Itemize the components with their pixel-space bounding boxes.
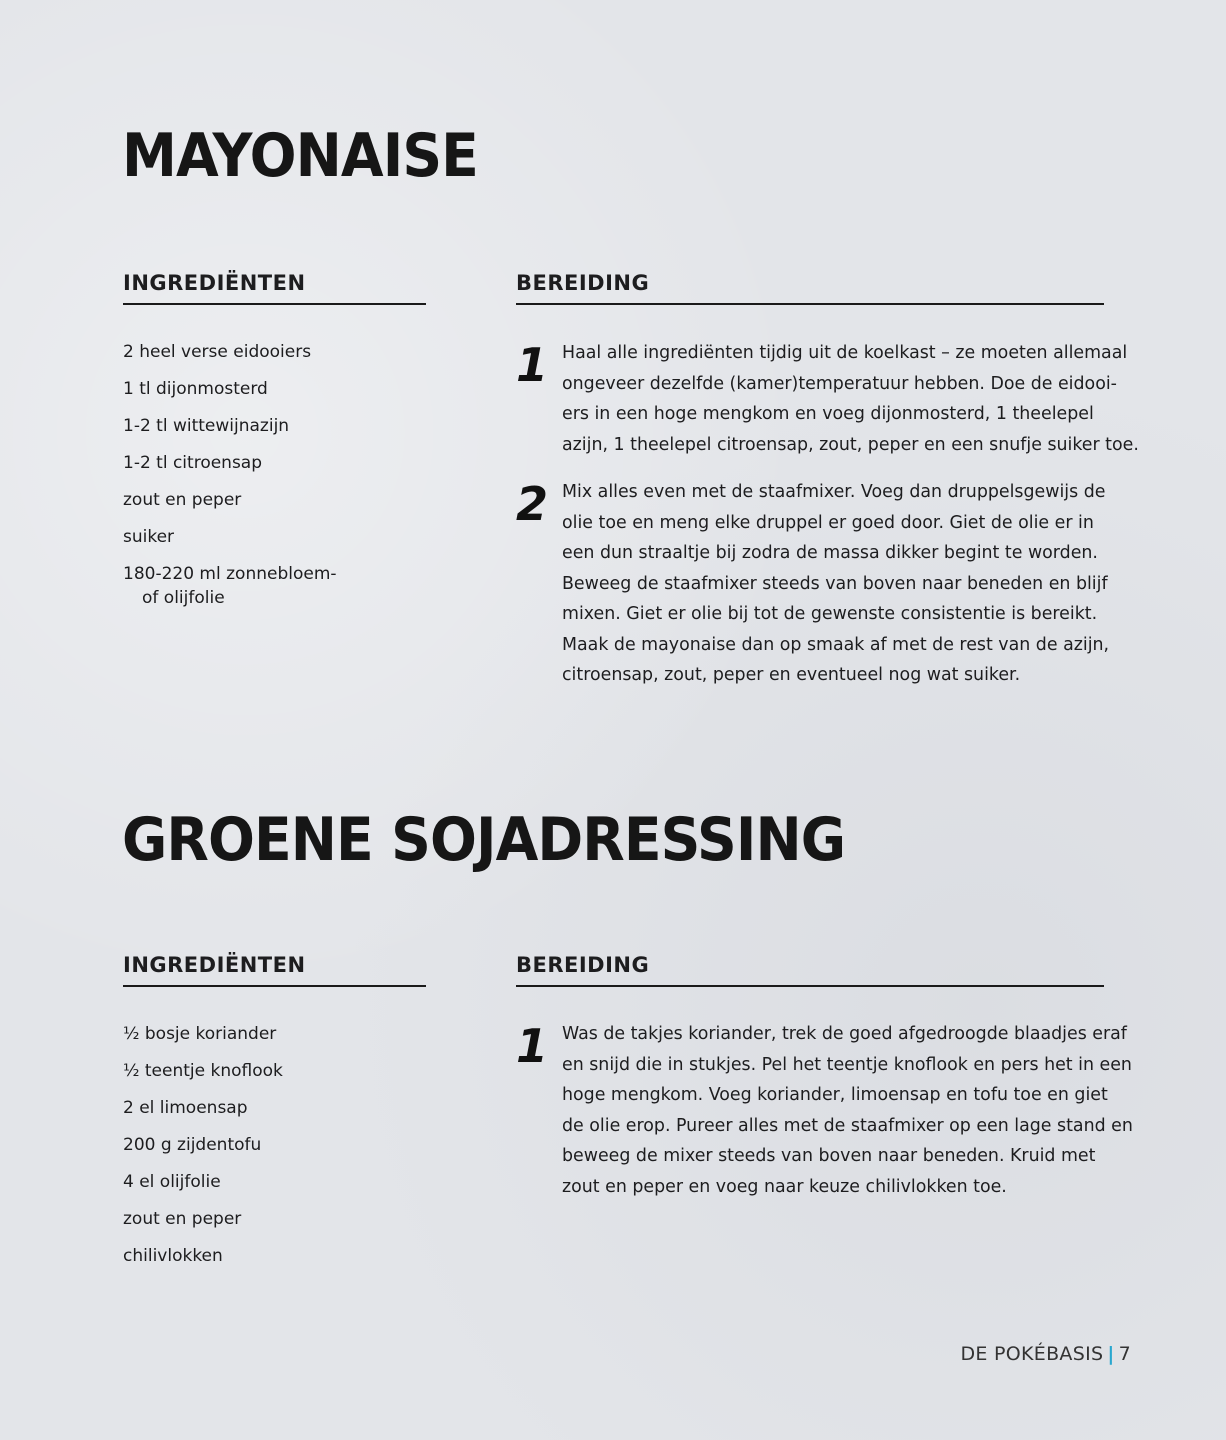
ingredient: 2 el limoensap bbox=[123, 1098, 248, 1118]
step-line: ers in een hoge mengkom en voeg dijonmosterd, 1 theelepel bbox=[562, 404, 1094, 424]
step-line: hoge mengkom. Voeg koriander, limoensap en tofu toe en giet bbox=[562, 1085, 1108, 1105]
ingredient: zout en peper bbox=[123, 490, 242, 510]
ingredient: 1-2 tl citroensap bbox=[123, 453, 263, 473]
step-line: de olie erop. Pureer alles met de staafmixer op een lage stand en bbox=[562, 1115, 1133, 1136]
separator: | bbox=[1107, 1343, 1115, 1365]
ingredient: 2 heel verse eidooiers bbox=[123, 342, 312, 362]
step-line: een dun straaltje bij zodra de massa dikker begint te worden. bbox=[562, 543, 1098, 563]
page-footer bbox=[960, 1343, 1131, 1365]
step-number: 1 bbox=[516, 338, 549, 392]
step-line: olie toe en meng elke druppel er goed door. Giet de olie er in bbox=[562, 512, 1094, 533]
ingredient: 200 g zijdentofu bbox=[123, 1135, 262, 1155]
ingredient-list bbox=[123, 1022, 423, 1281]
recipe-title: GROENE SOJADRESSING bbox=[122, 805, 846, 875]
ingredient: suiker bbox=[123, 527, 175, 547]
step-number: 2 bbox=[516, 477, 549, 531]
step-line: en snijd die in stukjes. Pel het teentje knoflook en pers het in een bbox=[562, 1054, 1132, 1075]
step-number: 1 bbox=[516, 1019, 549, 1073]
ingredient: 1 tl dijonmosterd bbox=[123, 379, 268, 399]
method-step bbox=[516, 477, 1110, 691]
step-line: Mix alles even met de staafmixer. Voeg dan druppelsgewijs de bbox=[562, 482, 1106, 502]
ingredient-line: 180-220 ml zonnebloem- bbox=[123, 564, 337, 584]
ingredient-list bbox=[123, 340, 423, 623]
step-line: Haal alle ingrediënten tijdig uit de koelkast – ze moeten allemaal bbox=[562, 343, 1128, 363]
step-line: ongeveer dezelfde (kamer)temperatuur hebben. Doe de eidooi- bbox=[562, 373, 1117, 394]
ingredient: chilivlokken bbox=[123, 1246, 223, 1266]
method-heading: BEREIDING bbox=[516, 271, 1104, 305]
method-heading: BEREIDING bbox=[516, 953, 1104, 987]
page-number: 7 bbox=[1118, 1343, 1131, 1365]
step-line: Was de takjes koriander, trek de goed afgedroogde blaadjes eraf bbox=[562, 1024, 1127, 1044]
method-step bbox=[516, 338, 1139, 460]
ingredients-heading: INGREDIËNTEN bbox=[123, 271, 426, 305]
ingredient: zout en peper bbox=[123, 1209, 242, 1229]
ingredient: ½ bosje koriander bbox=[123, 1024, 277, 1044]
step-line: azijn, 1 theelepel citroensap, zout, peper en een snufje suiker toe. bbox=[562, 434, 1139, 455]
ingredient-line: of olijfolie bbox=[142, 588, 225, 608]
step-line: Maak de mayonaise dan op smaak af met de rest van de azijn, bbox=[562, 634, 1110, 655]
recipe-title: MAYONAISE bbox=[122, 121, 478, 191]
ingredient: ½ teentje knoflook bbox=[123, 1061, 283, 1081]
method-step bbox=[516, 1019, 1133, 1202]
ingredient: 4 el olijfolie bbox=[123, 1172, 221, 1192]
step-line: mixen. Giet er olie bij tot de gewenste consistentie is bereikt. bbox=[562, 604, 1098, 624]
ingredient: 1-2 tl wittewijnazijn bbox=[123, 416, 290, 436]
step-line: beweeg de mixer steeds van boven naar beneden. Kruid met bbox=[562, 1146, 1096, 1166]
ingredients-heading: INGREDIËNTEN bbox=[123, 953, 426, 987]
step-line: citroensap, zout, peper en eventueel nog wat suiker. bbox=[562, 665, 1021, 685]
section-name: DE POKÉBASIS bbox=[960, 1343, 1104, 1365]
ingredient bbox=[123, 562, 423, 610]
step-line: Beweeg de staafmixer steeds van boven naar beneden en blijf bbox=[562, 573, 1108, 594]
step-line: zout en peper en voeg naar keuze chilivlokken toe. bbox=[562, 1176, 1007, 1197]
